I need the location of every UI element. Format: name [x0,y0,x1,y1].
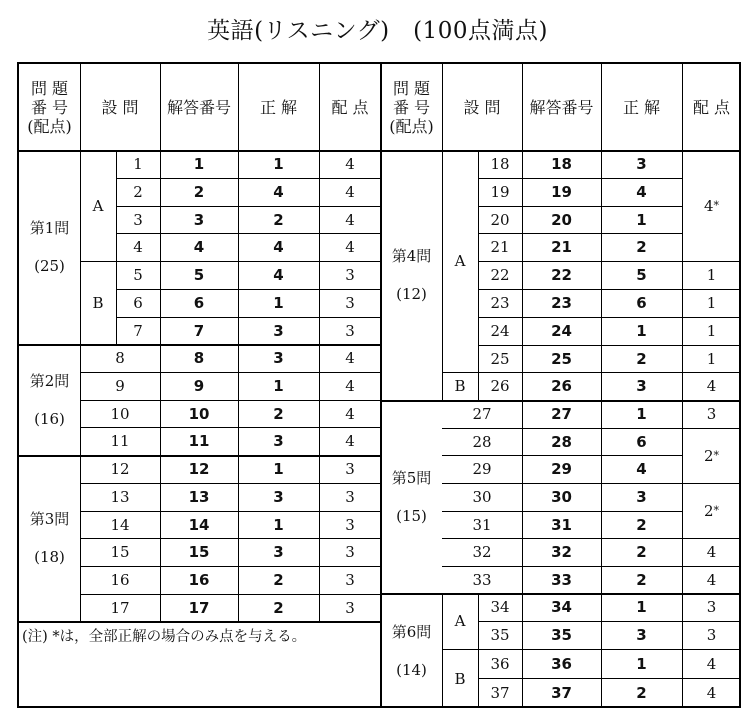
header-section-line3: (配点) [27,116,72,136]
question-cell: 1 [133,155,143,173]
points-cell: 4 [345,377,355,395]
grid-line [442,511,682,512]
question-cell: 27 [472,405,492,423]
grid-line [19,455,381,457]
grid-line [381,400,741,402]
grid-line [80,372,381,373]
section-1-label [19,150,80,344]
section-3-label [19,455,80,621]
header-answer-number: 解答番号 [166,97,231,117]
points-cell: 3 [345,488,355,506]
section-4-name: 第4問 [391,247,432,265]
correct-answer-cell: 2 [273,210,284,229]
section-5-points: (15) [396,506,427,525]
question-cell: 25 [490,349,510,368]
question-cell: 30 [472,488,492,506]
question-cell: 34 [490,598,510,616]
grid-line [442,649,741,650]
grid-line [442,428,741,429]
points-cell: 4 [345,432,355,450]
header-question-right: 設 問 [463,97,501,117]
answer-number-cell: 26 [551,377,572,395]
grid-line [682,64,683,708]
correct-answer-cell: 2 [636,570,647,589]
header-points: 配 点 [331,97,369,117]
header-section-right [381,64,442,150]
points-23: 1 [706,294,717,312]
correct-answer-cell: 1 [636,654,647,673]
points-cell: 3 [345,598,355,617]
section-5-label [381,400,442,593]
grid-line [19,344,381,346]
correct-answer-cell: 2 [273,571,284,589]
grid-line [478,678,741,679]
section-5-name: 第5問 [391,468,432,487]
points-cell: 4 [345,183,355,201]
grid-line [478,233,682,234]
question-cell: 15 [110,543,130,561]
asterisk-mark: * [713,199,720,212]
correct-answer-cell: 4 [273,238,284,256]
grid-line [478,621,741,622]
points-group-30-31 [682,483,741,538]
grid-line [116,206,381,207]
grid-line [478,261,741,262]
question-cell: 19 [490,183,510,201]
question-cell: 10 [110,404,130,423]
header-section-right-line3: (配点) [389,116,434,136]
correct-answer-cell: 1 [636,322,647,340]
question-cell: 11 [110,432,130,450]
question-cell: 8 [115,349,125,367]
grid-line [80,261,381,262]
grid-line [478,150,479,400]
answer-number-cell: 22 [551,266,572,284]
question-cell: 3 [133,210,143,229]
correct-answer-cell: 1 [273,515,284,534]
answer-number-cell: 19 [551,183,572,201]
asterisk-mark: * [713,449,720,462]
grid-line [478,178,682,179]
correct-answer-cell: 3 [636,626,647,644]
points-cell: 4 [345,238,355,256]
answer-number-cell: 32 [551,543,572,561]
grid-line [478,289,741,290]
points-value: 4 [703,196,714,215]
points-22: 1 [706,266,717,284]
answer-number-cell: 24 [551,322,572,340]
question-cell: 14 [110,515,130,534]
grid-line [80,538,381,539]
points-cell: 3 [345,543,355,561]
answer-number-cell: 7 [193,321,205,340]
section-1-part-b: B [92,293,104,312]
points-26: 4 [706,377,717,395]
question-cell: 5 [133,266,143,284]
grid-line [116,233,381,234]
grid-line [478,317,741,318]
points-34: 3 [706,598,717,616]
answer-number-cell: 10 [188,404,210,423]
points-cell: 4 [345,155,355,173]
points-cell: 4 [345,349,355,367]
section-6-part-b: B [454,669,466,688]
grid-line [442,593,443,708]
answer-number-cell: 18 [551,155,572,173]
points-cell: 3 [345,321,355,340]
answer-number-cell: 11 [188,432,210,450]
question-cell: 31 [472,515,492,534]
question-cell: 17 [110,598,130,617]
question-cell: 2 [133,183,143,201]
answer-number-cell: 12 [188,460,210,478]
header-correct-right: 正 解 [622,97,661,117]
answer-number-cell: 1 [193,155,205,173]
header-section-right-line1: 問 題 [392,78,431,98]
question-cell: 35 [490,626,510,644]
grid-line [442,483,741,484]
correct-answer-cell: 1 [273,155,284,173]
points-value: 2 [703,446,714,465]
section-4-points: (12) [396,285,427,303]
correct-answer-cell: 3 [273,543,284,561]
correct-answer-cell: 3 [273,349,284,367]
question-cell: 37 [490,684,510,702]
answer-number-cell: 37 [551,684,572,702]
answer-number-cell: 34 [551,598,572,616]
answer-number-cell: 8 [193,349,205,367]
question-cell: 22 [490,266,510,284]
asterisk-mark: * [713,504,720,517]
question-cell: 28 [472,432,492,451]
header-question: 設 問 [101,97,139,117]
question-cell: 24 [490,322,510,340]
grid-line [442,372,741,373]
grid-line [80,483,381,484]
answer-number-cell: 28 [551,432,572,451]
correct-answer-cell: 3 [636,377,647,395]
grid-line [116,317,381,318]
correct-answer-cell: 3 [636,155,647,173]
answer-table [17,62,741,708]
section-4-part-a: A [454,252,466,270]
answer-number-cell: 20 [551,210,572,229]
correct-answer-cell: 1 [636,210,647,229]
points-36: 4 [706,654,717,673]
correct-answer-cell: 1 [273,377,284,395]
correct-answer-cell: 4 [273,266,284,284]
grid-line [522,64,523,708]
answer-number-cell: 16 [188,571,210,589]
grid-line [80,566,381,567]
section-2-label [19,344,80,455]
grid-line [80,400,381,401]
section-2-points: (16) [34,409,65,428]
answer-number-cell: 4 [193,238,205,256]
section-4-part-b: B [454,377,466,395]
grid-line [116,150,117,344]
grid-line [80,427,381,428]
question-cell: 23 [490,294,510,312]
answer-number-cell: 2 [193,183,205,201]
points-group-28-29 [682,428,741,483]
section-3-name: 第3問 [29,510,70,528]
answer-number-cell: 35 [551,626,572,644]
answer-number-cell: 36 [551,654,572,673]
question-cell: 32 [472,543,492,561]
section-4-label [381,150,442,400]
correct-answer-cell: 1 [636,598,647,616]
answer-number-cell: 17 [188,598,210,617]
correct-answer-cell: 4 [636,183,647,201]
points-24: 1 [706,322,717,340]
points-32: 4 [706,543,717,561]
question-cell: 36 [490,654,510,673]
grid-line [478,345,741,346]
answer-number-cell: 5 [193,266,205,284]
answer-number-cell: 9 [193,377,205,395]
points-cell: 3 [345,294,355,312]
question-cell: 13 [110,488,130,506]
answer-number-cell: 21 [551,238,572,256]
section-3-points: (18) [34,548,65,566]
correct-answer-cell: 3 [273,321,284,340]
correct-answer-cell: 2 [636,349,647,368]
points-cell: 3 [345,571,355,589]
section-6-name: 第6問 [391,622,432,641]
points-33: 4 [706,570,717,589]
points-35: 3 [706,626,717,644]
answer-number-cell: 13 [188,488,210,506]
correct-answer-cell: 4 [636,460,647,478]
answer-number-cell: 15 [188,543,210,561]
correct-answer-cell: 6 [636,432,647,451]
correct-answer-cell: 5 [636,266,647,284]
answer-number-cell: 14 [188,515,210,534]
question-cell: 6 [133,294,143,312]
grid-line [601,64,602,708]
grid-line [19,621,381,623]
points-cell: 3 [345,515,355,534]
grid-line [380,64,382,708]
footnote: (注) *は，全部正解の場合のみ点を与える。 [22,628,307,645]
grid-line [80,594,381,595]
correct-answer-cell: 1 [636,405,647,423]
question-cell: 7 [133,321,143,340]
grid-line [116,289,381,290]
header-section [19,64,80,150]
answer-number-cell: 31 [551,515,572,534]
grid-line [381,593,741,595]
header-correct: 正 解 [259,97,298,117]
section-2-name: 第2問 [29,371,70,390]
correct-answer-cell: 2 [636,238,647,256]
header-answer-number-right: 解答番号 [529,97,594,117]
answer-number-cell: 23 [551,294,572,312]
points-37: 4 [706,684,717,702]
answer-number-cell: 6 [193,294,205,312]
section-1-name: 第1問 [29,219,70,237]
question-cell: 4 [133,238,143,256]
answer-number-cell: 27 [551,405,572,423]
grid-line [19,150,741,152]
grid-line [478,593,479,708]
question-cell: 9 [115,377,125,395]
correct-answer-cell: 1 [273,294,284,312]
grid-line [442,566,741,567]
question-cell: 33 [472,570,492,589]
points-value: 2 [703,501,714,520]
correct-answer-cell: 6 [636,294,647,312]
page-title: 英語(リスニング) (100点満点) [207,18,548,44]
question-cell: 26 [490,377,510,395]
grid-line [442,538,741,539]
answer-number-cell: 33 [551,570,572,589]
grid-line [442,64,443,400]
points-25: 1 [706,349,717,368]
points-cell: 4 [345,404,355,423]
points-group-18-21 [682,150,741,261]
question-cell: 21 [490,238,510,256]
correct-answer-cell: 4 [273,183,284,201]
correct-answer-cell: 3 [273,488,284,506]
correct-answer-cell: 3 [273,432,284,450]
answer-number-cell: 30 [551,488,572,506]
correct-answer-cell: 2 [273,598,284,617]
correct-answer-cell: 2 [636,684,647,702]
points-cell: 3 [345,266,355,284]
section-1-points: (25) [34,257,65,275]
grid-line [116,178,381,179]
section-1-part-a: A [92,196,104,215]
header-section-line1: 問 題 [30,78,69,98]
points-cell: 3 [345,460,355,478]
question-cell: 18 [490,155,510,173]
points-cell: 4 [345,210,355,229]
answer-number-cell: 25 [551,349,572,368]
correct-answer-cell: 2 [273,404,284,423]
correct-answer-cell: 1 [273,460,284,478]
grid-line [442,455,682,456]
header-section-right-line2: 番 号 [392,97,431,117]
header-points-right: 配 点 [692,97,731,117]
question-cell: 20 [490,210,510,229]
grid-line [80,511,381,512]
points-27: 3 [706,405,717,423]
section-6-label [381,593,442,708]
question-cell: 16 [110,571,130,589]
correct-answer-cell: 2 [636,515,647,534]
answer-number-cell: 3 [193,210,205,229]
answer-number-cell: 29 [551,460,572,478]
header-section-line2: 番 号 [30,97,69,117]
correct-answer-cell: 2 [636,543,647,561]
correct-answer-cell: 3 [636,488,647,506]
question-cell: 12 [110,460,130,478]
grid-line [478,206,682,207]
section-6-points: (14) [396,660,427,679]
section-6-part-a: A [454,612,466,630]
question-cell: 29 [472,460,492,478]
